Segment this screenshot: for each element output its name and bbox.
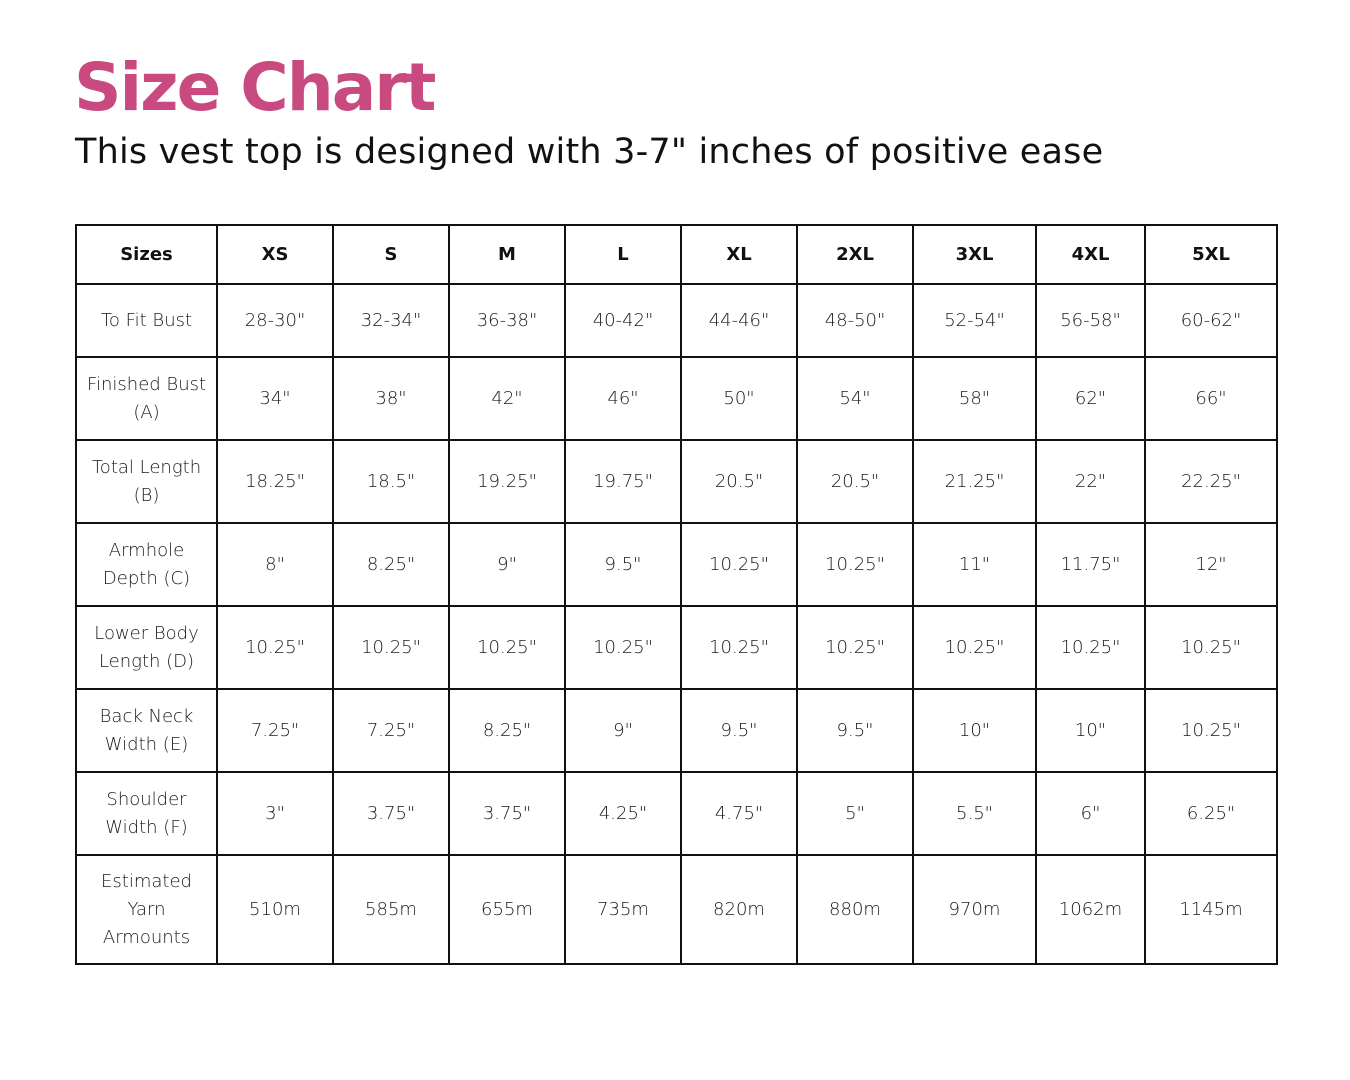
size-header-cell: M [449, 225, 565, 284]
table-cell: 62" [1036, 357, 1145, 440]
table-cell: 9" [449, 523, 565, 606]
table-row [76, 689, 1277, 772]
table-cell: 585m [333, 855, 449, 964]
table-row [76, 606, 1277, 689]
size-header-cell: 3XL [913, 225, 1036, 284]
size-header-cell: 4XL [1036, 225, 1145, 284]
table-cell: 10.25" [333, 606, 449, 689]
size-header-cell: XL [681, 225, 797, 284]
row-label-cell: Finished Bust (A) [76, 357, 217, 440]
size-chart-table [75, 224, 1278, 965]
table-cell: 52-54" [913, 284, 1036, 357]
table-cell: 970m [913, 855, 1036, 964]
table-cell: 9.5" [797, 689, 913, 772]
table-cell: 10.25" [1145, 689, 1277, 772]
table-cell: 34" [217, 357, 333, 440]
sizes-header-cell: Sizes [76, 225, 217, 284]
table-cell: 1062m [1036, 855, 1145, 964]
table-cell: 6" [1036, 772, 1145, 855]
table-cell: 10.25" [913, 606, 1036, 689]
table-cell: 56-58" [1036, 284, 1145, 357]
page-subtitle: This vest top is designed with 3-7" inches of positive ease [75, 132, 1104, 172]
table-row [76, 284, 1277, 357]
table-cell: 58" [913, 357, 1036, 440]
table-cell: 10.25" [449, 606, 565, 689]
row-label-cell: Total Length (B) [76, 440, 217, 523]
table-cell: 18.25" [217, 440, 333, 523]
page-title: Size Chart [74, 49, 435, 126]
size-header-cell: L [565, 225, 681, 284]
table-cell: 60-62" [1145, 284, 1277, 357]
table-cell: 4.75" [681, 772, 797, 855]
table-cell: 10.25" [681, 523, 797, 606]
table-cell: 10.25" [797, 523, 913, 606]
table-cell: 7.25" [217, 689, 333, 772]
table-cell: 19.75" [565, 440, 681, 523]
table-cell: 28-30" [217, 284, 333, 357]
table-cell: 54" [797, 357, 913, 440]
table-header-row [76, 225, 1277, 284]
table-cell: 3.75" [449, 772, 565, 855]
table-cell: 48-50" [797, 284, 913, 357]
table-cell: 40-42" [565, 284, 681, 357]
table-cell: 10" [913, 689, 1036, 772]
size-header-cell: S [333, 225, 449, 284]
table-cell: 4.25" [565, 772, 681, 855]
row-label-cell: To Fit Bust [76, 284, 217, 357]
table-cell: 22.25" [1145, 440, 1277, 523]
row-label-cell: Back Neck Width (E) [76, 689, 217, 772]
table-cell: 10.25" [1036, 606, 1145, 689]
table-cell: 18.5" [333, 440, 449, 523]
table-row [76, 855, 1277, 964]
size-header-cell: 2XL [797, 225, 913, 284]
table-cell: 880m [797, 855, 913, 964]
table-cell: 20.5" [681, 440, 797, 523]
table-cell: 5" [797, 772, 913, 855]
table-cell: 10" [1036, 689, 1145, 772]
row-label-cell: Lower Body Length (D) [76, 606, 217, 689]
table-cell: 9.5" [681, 689, 797, 772]
table-cell: 66" [1145, 357, 1277, 440]
table-cell: 10.25" [565, 606, 681, 689]
table-cell: 655m [449, 855, 565, 964]
row-label-cell: Shoulder Width (F) [76, 772, 217, 855]
table-cell: 42" [449, 357, 565, 440]
table-cell: 8.25" [449, 689, 565, 772]
table-cell: 9.5" [565, 523, 681, 606]
table-cell: 6.25" [1145, 772, 1277, 855]
table-cell: 5.5" [913, 772, 1036, 855]
table-cell: 20.5" [797, 440, 913, 523]
row-label-cell: Estimated Yarn Armounts [76, 855, 217, 964]
table-cell: 11.75" [1036, 523, 1145, 606]
table-cell: 1145m [1145, 855, 1277, 964]
table-cell: 510m [217, 855, 333, 964]
table-cell: 38" [333, 357, 449, 440]
table-cell: 10.25" [797, 606, 913, 689]
row-label-cell: Armhole Depth (C) [76, 523, 217, 606]
table-cell: 3.75" [333, 772, 449, 855]
table-cell: 735m [565, 855, 681, 964]
table-cell: 8" [217, 523, 333, 606]
table-cell: 12" [1145, 523, 1277, 606]
table-cell: 9" [565, 689, 681, 772]
size-header-cell: XS [217, 225, 333, 284]
table-row [76, 357, 1277, 440]
table-row [76, 523, 1277, 606]
table-cell: 36-38" [449, 284, 565, 357]
table-cell: 7.25" [333, 689, 449, 772]
table-cell: 21.25" [913, 440, 1036, 523]
table-cell: 32-34" [333, 284, 449, 357]
table-cell: 44-46" [681, 284, 797, 357]
table-cell: 10.25" [681, 606, 797, 689]
table-cell: 8.25" [333, 523, 449, 606]
table-row [76, 440, 1277, 523]
table-cell: 50" [681, 357, 797, 440]
table-cell: 10.25" [1145, 606, 1277, 689]
table-cell: 11" [913, 523, 1036, 606]
table-row [76, 772, 1277, 855]
table-cell: 820m [681, 855, 797, 964]
table-cell: 3" [217, 772, 333, 855]
table-cell: 19.25" [449, 440, 565, 523]
table-cell: 10.25" [217, 606, 333, 689]
size-header-cell: 5XL [1145, 225, 1277, 284]
table-cell: 22" [1036, 440, 1145, 523]
table-cell: 46" [565, 357, 681, 440]
